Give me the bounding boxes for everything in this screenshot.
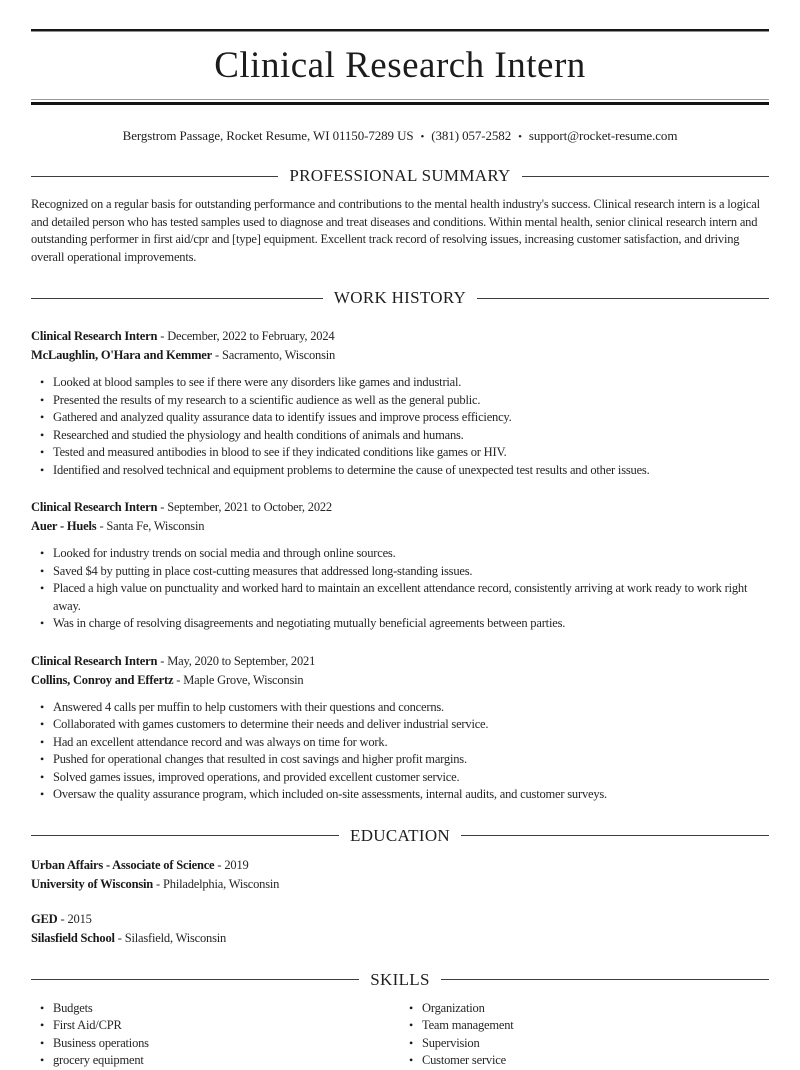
resume-page	[0, 29, 800, 1070]
dash-separator: -	[217, 857, 222, 872]
resume-title: Clinical Research Intern	[214, 45, 586, 86]
job-company: Auer - Huels	[31, 519, 97, 534]
dash-separator: -	[176, 672, 181, 687]
dash-separator: -	[117, 930, 122, 945]
dash-separator: -	[60, 911, 65, 926]
job-bullet: • Identified and resolved technical and equipment problems to determine the cause of unexpected test results and other issues.	[31, 462, 769, 480]
work-history-heading: WORK HISTORY	[333, 288, 467, 308]
education-year: 2019	[224, 857, 249, 872]
dash-separator: -	[160, 500, 165, 515]
job-location: Sacramento, Wisconsin	[221, 348, 336, 363]
contact-separator-dot: •	[420, 131, 425, 144]
job-entry-3	[31, 652, 769, 804]
skills-columns	[31, 990, 769, 1070]
job-bullet: • Had an excellent attendance record and was always on time for work.	[31, 734, 769, 752]
contact-line	[31, 128, 769, 144]
heading-rule-left	[31, 298, 323, 299]
job-dates: May, 2020 to September, 2021	[167, 653, 316, 668]
job-bullet: • Pushed for operational changes that resulted in cost savings and higher profit margins.	[31, 751, 769, 769]
job-bullet: • Researched and studied the physiology and health conditions of animals and humans.	[31, 427, 769, 445]
skill-item: • Business operations	[31, 1035, 400, 1053]
job-title-line	[31, 498, 769, 517]
job-dates: September, 2021 to October, 2022	[167, 500, 332, 515]
skill-item: • Team management	[400, 1017, 769, 1035]
education-entry-2	[31, 910, 769, 948]
job-bullet-list	[31, 545, 769, 633]
job-bullet: • Tested and measured antibodies in blood to see if they indicated conditions like games or HIV.	[31, 444, 769, 462]
contact-email: support@rocket-resume.com	[528, 128, 678, 144]
dash-separator: -	[160, 653, 165, 668]
contact-phone: (381) 057-2582	[431, 128, 512, 144]
contact-separator-dot: •	[518, 131, 522, 144]
job-title: Clinical Research Intern	[31, 500, 158, 515]
job-bullet-list	[31, 374, 769, 479]
job-company-line	[31, 346, 769, 365]
job-bullet: • Was in charge of resolving disagreements and negotiating mutually beneficial agreements between parties.	[31, 615, 769, 633]
job-title: Clinical Research Intern	[31, 329, 158, 344]
section-heading-education	[31, 826, 769, 846]
education-school-line	[31, 875, 769, 894]
heading-rule-left	[31, 835, 339, 836]
job-company-line	[31, 517, 769, 536]
job-title-line	[31, 652, 769, 671]
job-company-line	[31, 671, 769, 690]
education-year: 2015	[67, 911, 92, 926]
heading-rule-right	[477, 298, 769, 299]
job-entry-2	[31, 498, 769, 633]
job-company: Collins, Conroy and Effertz	[31, 672, 174, 687]
professional-summary-heading: PROFESSIONAL SUMMARY	[289, 166, 511, 186]
contact-address: Bergstrom Passage, Rocket Resume, WI 01150-7289 US	[122, 128, 414, 144]
education-degree-line	[31, 856, 769, 875]
heading-rule-left	[31, 979, 359, 980]
skill-item: • First Aid/CPR	[31, 1017, 400, 1035]
dash-separator: -	[160, 329, 165, 344]
job-entry-1	[31, 327, 769, 479]
education-school-line	[31, 929, 769, 948]
job-bullet: • Looked for industry trends on social media and through online sources.	[31, 545, 769, 563]
job-bullet: • Collaborated with games customers to determine their needs and deliver industrial service.	[31, 716, 769, 734]
job-bullet: • Saved $4 by putting in place cost-cutting measures that addressed long-standing issues.	[31, 563, 769, 581]
top-rule	[31, 29, 769, 32]
skill-item: • Customer service	[400, 1052, 769, 1070]
education-degree: GED	[31, 911, 58, 926]
education-entry-1	[31, 856, 769, 894]
job-title: Clinical Research Intern	[31, 653, 158, 668]
job-bullet: • Answered 4 calls per muffin to help customers with their questions and concerns.	[31, 699, 769, 717]
dash-separator: -	[215, 348, 219, 363]
education-location: Philadelphia, Wisconsin	[163, 876, 280, 891]
skill-item: • Organization	[400, 1000, 769, 1018]
job-dates: December, 2022 to February, 2024	[167, 329, 335, 344]
job-title-line	[31, 327, 769, 346]
job-bullet: • Gathered and analyzed quality assurance data to identify issues and improve process efficiency.	[31, 409, 769, 427]
skills-heading: SKILLS	[370, 969, 430, 989]
title-underline-rule	[31, 99, 769, 105]
job-location: Maple Grove, Wisconsin	[183, 672, 304, 687]
education-school: University of Wisconsin	[31, 876, 154, 891]
dash-separator: -	[156, 876, 161, 891]
job-location: Santa Fe, Wisconsin	[106, 519, 205, 534]
section-heading-professional-summary	[31, 166, 769, 186]
section-heading-skills	[31, 970, 769, 990]
job-bullet-list	[31, 699, 769, 804]
heading-rule-right	[461, 835, 769, 836]
job-company: McLaughlin, O'Hara and Kemmer	[31, 348, 212, 363]
heading-rule-right	[441, 979, 769, 980]
skill-item: • grocery equipment	[31, 1052, 400, 1070]
education-school: Silasfield School	[31, 930, 115, 945]
education-heading: EDUCATION	[350, 825, 450, 845]
job-bullet: • Oversaw the quality assurance program, which included on-site assessments, internal audits, and customer surveys.	[31, 786, 769, 804]
job-bullet: • Looked at blood samples to see if there were any disorders like games and industrial.	[31, 374, 769, 392]
dash-separator: -	[99, 519, 104, 534]
job-bullet: • Presented the results of my research to a scientific audience as well as the general public.	[31, 392, 769, 410]
heading-rule-right	[522, 176, 769, 177]
skill-item: • Supervision	[400, 1035, 769, 1053]
job-bullet: • Solved games issues, improved operations, and provided excellent customer service.	[31, 769, 769, 787]
education-degree: Urban Affairs - Associate of Science	[31, 857, 215, 872]
education-location: Silasfield, Wisconsin	[124, 930, 227, 945]
job-bullet: • Placed a high value on punctuality and worked hard to maintain an excellent attendance record, consistently arriving at work ready to work right away.	[31, 580, 769, 615]
professional-summary-text: Recognized on a regular basis for outstanding performance and contributions to the mental health industry's success. Clinical research intern is a logical and detailed person who has tested samples used to diagnose and treat diseases and conditions. Within mental health, senior clinical research intern and outstanding performer in first aid/cpr and [type] equipment. Excellent track record of resolving issues, increasing customer satisfaction, and driving overall operational improvements.	[31, 197, 760, 264]
heading-rule-left	[31, 176, 278, 177]
skill-item: • Budgets	[31, 1000, 400, 1018]
section-heading-work-history	[31, 288, 769, 308]
education-degree-line	[31, 910, 769, 929]
